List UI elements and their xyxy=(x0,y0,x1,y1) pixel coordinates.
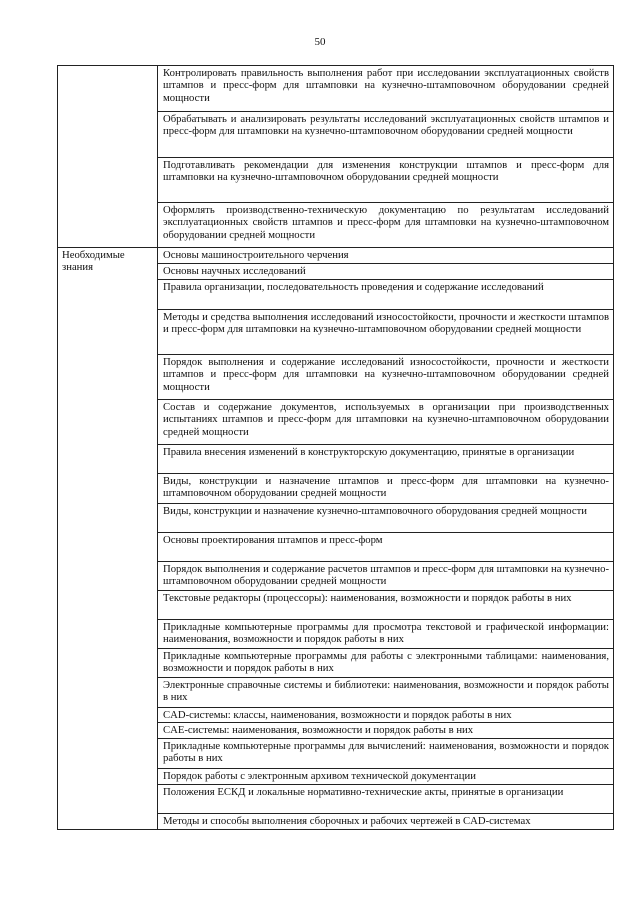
table-cell: CAE-системы: наименования, возможности и порядок работы в них xyxy=(158,723,614,738)
table-cell: Основы проектирования штампов и пресс-форм xyxy=(158,533,614,562)
knowledge-label: Необходимые знания xyxy=(58,248,158,830)
table-cell: Правила внесения изменений в конструкторскую документацию, принятые в организации xyxy=(158,445,614,474)
table-cell: Порядок выполнения и содержание расчетов штампов и пресс-форм для штамповки на кузнечно-штамповочном оборудовании средней мощности xyxy=(158,562,614,591)
table-cell: Положения ЕСКД и локальные нормативно-технические акты, принятые в организации xyxy=(158,784,614,813)
table-cell: Прикладные компьютерные программы для вычислений: наименования, возможности и порядок работы в них xyxy=(158,738,614,768)
table-cell: Подготавливать рекомендации для изменения конструкции штампов и пресс-форм для штамповки на кузнечно-штамповочном оборудовании средней мощности xyxy=(158,158,614,203)
page-number: 50 xyxy=(314,36,326,48)
table-cell: Виды, конструкции и назначение кузнечно-штамповочного оборудования средней мощности xyxy=(158,504,614,533)
table-cell: Прикладные компьютерные программы для работы с электронными таблицами: наименования, возможности и порядок работы в них xyxy=(158,649,614,678)
table-cell: Виды, конструкции и назначение штампов и пресс-форм для штамповки на кузнечно-штамповочном оборудовании средней мощности xyxy=(158,474,614,504)
table-row xyxy=(58,248,614,264)
table-cell: Контролировать правильность выполнения работ при исследовании эксплуатационных свойств штампов и пресс-форм для штамповки на кузнечно-штамповочном оборудовании средней мощности xyxy=(158,66,614,112)
table-cell: Состав и содержание документов, используемых в организации при производственных испытаниях штампов и пресс-форм для штамповки на кузнечно-штамповочном оборудовании средней мощности xyxy=(158,400,614,445)
table-cell: Порядок работы с электронным архивом технической документации xyxy=(158,768,614,784)
table-cell: Электронные справочные системы и библиотеки: наименования, возможности и порядок работы в них xyxy=(158,678,614,708)
table-row xyxy=(58,66,614,112)
table-cell: Правила организации, последовательность проведения и содержание исследований xyxy=(158,280,614,310)
table-cell: Основы машиностроительного черчения xyxy=(158,248,614,264)
table-cell: Текстовые редакторы (процессоры): наименования, возможности и порядок работы в них xyxy=(158,591,614,620)
table-cell: Оформлять производственно-техническую документацию по результатам исследований эксплуатационных свойств штампов и пресс-форм для штамповки на кузнечно-штамповочном оборудовании средней мощности xyxy=(158,203,614,248)
table-cell: Обрабатывать и анализировать результаты исследований эксплуатационных свойств штампов и пресс-форм для штамповки на кузнечно-штамповочном оборудовании средней мощности xyxy=(158,112,614,158)
label-cell-empty xyxy=(58,66,158,248)
table-cell: Прикладные компьютерные программы для просмотра текстовой и графической информации: наименования, возможности и порядок работы в них xyxy=(158,620,614,649)
requirements-table xyxy=(57,65,614,830)
table-cell: Основы научных исследований xyxy=(158,264,614,280)
table-cell: Методы и средства выполнения исследований износостойкости, прочности и жесткости штампов и пресс-форм для штамповки на кузнечно-штамповочном оборудовании средней мощности xyxy=(158,310,614,355)
table-cell: Методы и способы выполнения сборочных и рабочих чертежей в CAD-системах xyxy=(158,813,614,829)
table-cell: CAD-системы: классы, наименования, возможности и порядок работы в них xyxy=(158,708,614,723)
table-cell: Порядок выполнения и содержание исследований износостойкости, прочности и жесткости штампов и пресс-форм для штамповки на кузнечно-штамповочном оборудовании средней мощности xyxy=(158,355,614,400)
